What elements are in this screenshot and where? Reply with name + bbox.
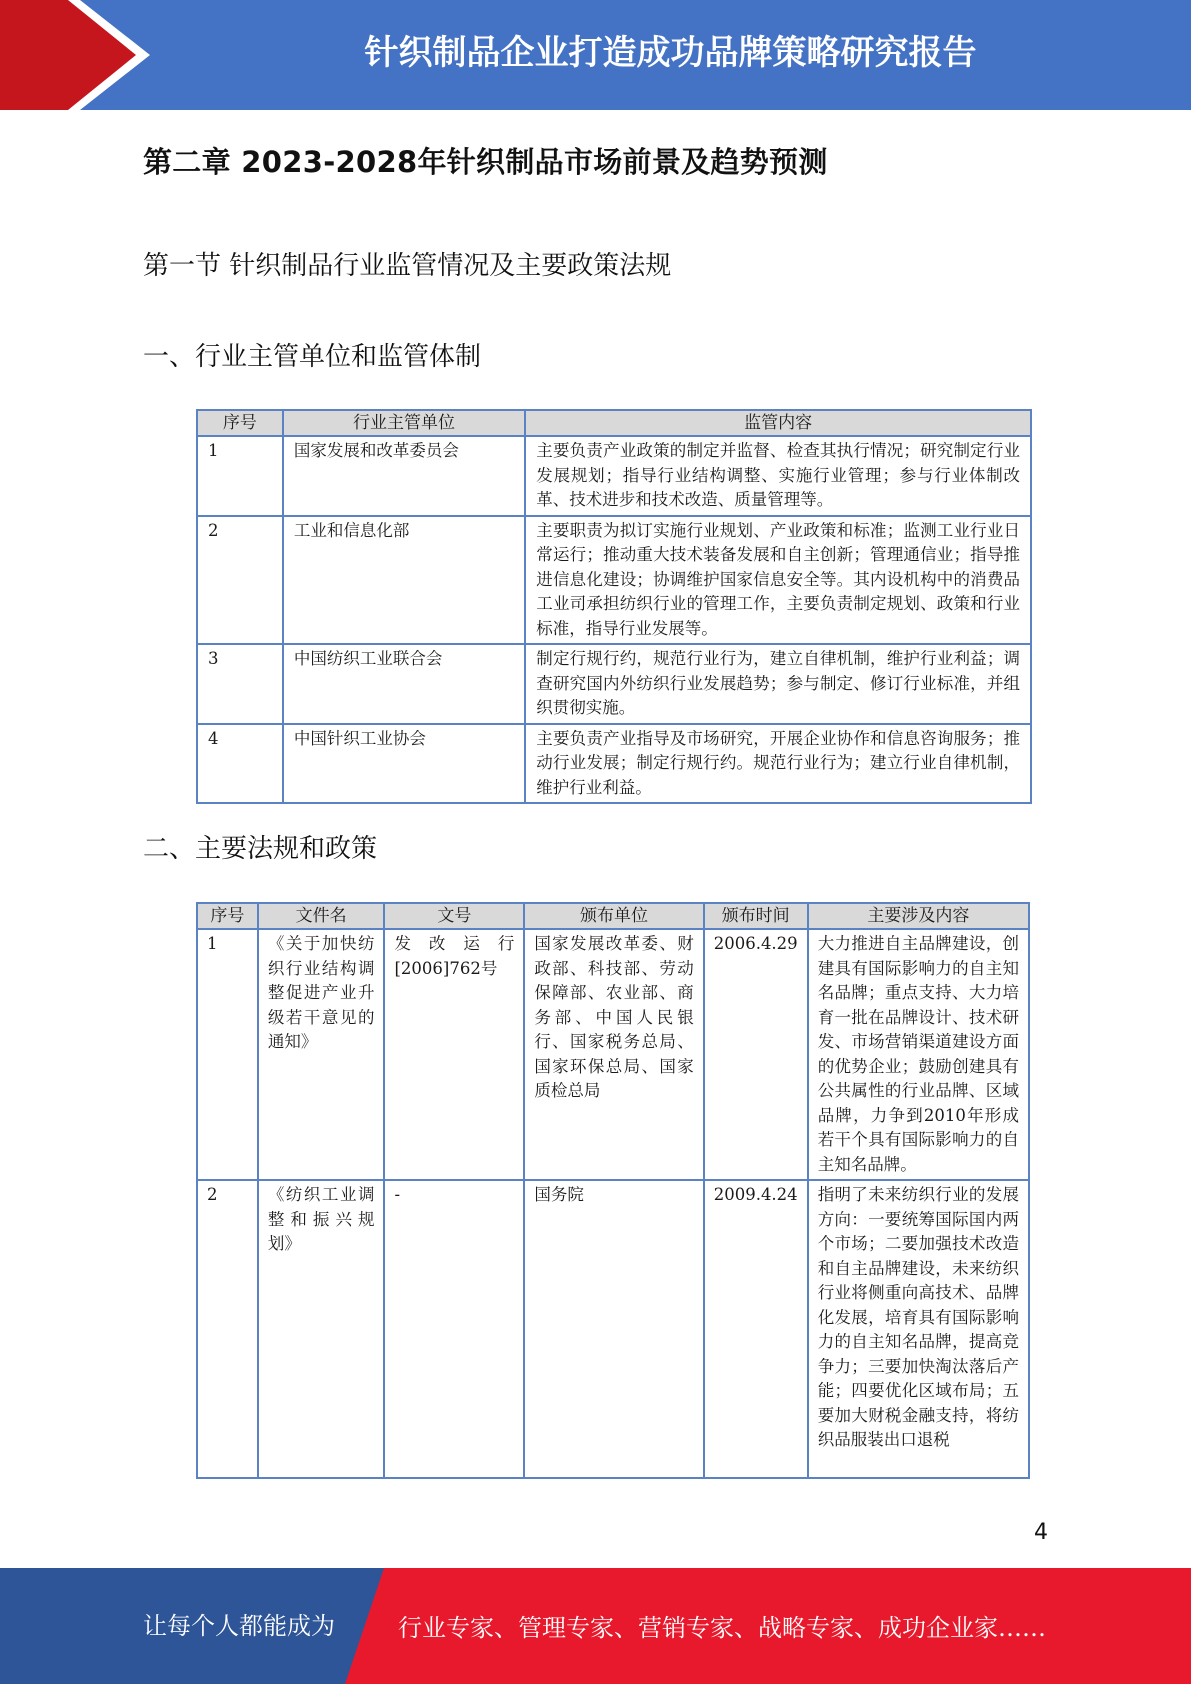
table-cell: 2 [197, 1180, 258, 1478]
column-header: 行业主管单位 [283, 410, 525, 436]
table-cell: 主要负责产业指导及市场研究，开展企业协作和信息咨询服务；推动行业发展；制定行规行约。规范行业行为；建立行业自律机制，维护行业利益。 [525, 724, 1031, 804]
table-cell: - [384, 1180, 524, 1478]
page-number: 4 [1034, 1520, 1048, 1545]
section-title: 第一节 针织制品行业监管情况及主要政策法规 [143, 251, 672, 281]
table-cell: 指明了未来纺织行业的发展方向：一要统筹国际国内两个市场；二要加强技术改造和自主品牌建设，未来纺织行业将侧重向高技术、品牌化发展，培育具有国际影响力的自主知名品牌，提高竞争力；三要加快淘汰落后产能；四要优化区域布局；五要加大财税金融支持，将纺织品服装出口退税 [808, 1180, 1029, 1478]
policies-table [196, 902, 1030, 1479]
column-header: 序号 [197, 410, 283, 436]
table-cell: 国务院 [524, 1180, 703, 1478]
table-cell: 4 [197, 724, 283, 804]
column-header: 监管内容 [525, 410, 1031, 436]
footer-slogan-left: 让每个人都能成为 [143, 1612, 335, 1640]
chapter-title: 第二章 2023-2028年针织制品市场前景及趋势预测 [143, 145, 828, 179]
table-cell: 2006.4.29 [704, 929, 808, 1180]
column-header: 颁布单位 [524, 903, 703, 929]
table-row [197, 644, 1031, 724]
table-row [197, 516, 1031, 645]
footer-slogan-right: 行业专家、管理专家、营销专家、战略专家、成功企业家…… [398, 1614, 1046, 1642]
table-cell: 《纺织工业调整和振兴规划》 [258, 1180, 385, 1478]
table-header-row [197, 410, 1031, 436]
table-cell: 中国纺织工业联合会 [283, 644, 525, 724]
red-chevron-decoration [0, 0, 150, 110]
table-cell: 主要负责产业政策的制定并监督、检查其执行情况；研究制定行业发展规划；指导行业结构调整、实施行业管理；参与行业体制改革、技术进步和技术改造、质量管理等。 [525, 436, 1031, 516]
report-title: 针织制品企业打造成功品牌策略研究报告 [364, 33, 977, 73]
column-header: 主要涉及内容 [808, 903, 1029, 929]
subsection-title-policies: 二、主要法规和政策 [143, 834, 378, 864]
table-cell: 1 [197, 436, 283, 516]
column-header: 颁布时间 [704, 903, 808, 929]
table-cell: 大力推进自主品牌建设，创建具有国际影响力的自主知名品牌；重点支持、大力培育一批在品牌设计、技术研发、市场营销渠道建设方面的优势企业；鼓励创建具有公共属性的行业品牌、区域品牌，力争到2010年形成若干个具有国际影响力的自主知名品牌。 [808, 929, 1029, 1180]
regulators-table [196, 409, 1032, 804]
table-cell: 1 [197, 929, 258, 1180]
subsection-title-regulators: 一、行业主管单位和监管体制 [143, 342, 482, 372]
table-cell: 制定行规行约，规范行业行为，建立自律机制，维护行业利益；调查研究国内外纺织行业发展趋势；参与制定、修订行业标准，并组织贯彻实施。 [525, 644, 1031, 724]
column-header: 文号 [384, 903, 524, 929]
table-cell: 3 [197, 644, 283, 724]
table-cell: 2009.4.24 [704, 1180, 808, 1478]
table-row [197, 724, 1031, 804]
table-cell: 中国针织工业协会 [283, 724, 525, 804]
table-cell: 国家发展和改革委员会 [283, 436, 525, 516]
table-cell: 《关于加快纺织行业结构调整促进产业升级若干意见的通知》 [258, 929, 385, 1180]
page-footer [0, 1568, 1191, 1684]
page-header [0, 0, 1191, 110]
table-row [197, 1180, 1029, 1478]
table-row [197, 929, 1029, 1180]
table-cell: 工业和信息化部 [283, 516, 525, 645]
table-row [197, 436, 1031, 516]
table-cell: 主要职责为拟订实施行业规划、产业政策和标准；监测工业行业日常运行；推动重大技术装备发展和自主创新；管理通信业；指导推进信息化建设；协调维护国家信息安全等。其内设机构中的消费品工业司承担纺织行业的管理工作，主要负责制定规划、政策和行业标准，指导行业发展等。 [525, 516, 1031, 645]
table-header-row [197, 903, 1029, 929]
table-cell: 发改运行[2006]762号 [384, 929, 524, 1180]
table-cell: 2 [197, 516, 283, 645]
table-cell: 国家发展改革委、财政部、科技部、劳动保障部、农业部、商务部、中国人民银行、国家税务总局、国家环保总局、国家质检总局 [524, 929, 703, 1180]
column-header: 文件名 [258, 903, 385, 929]
column-header: 序号 [197, 903, 258, 929]
